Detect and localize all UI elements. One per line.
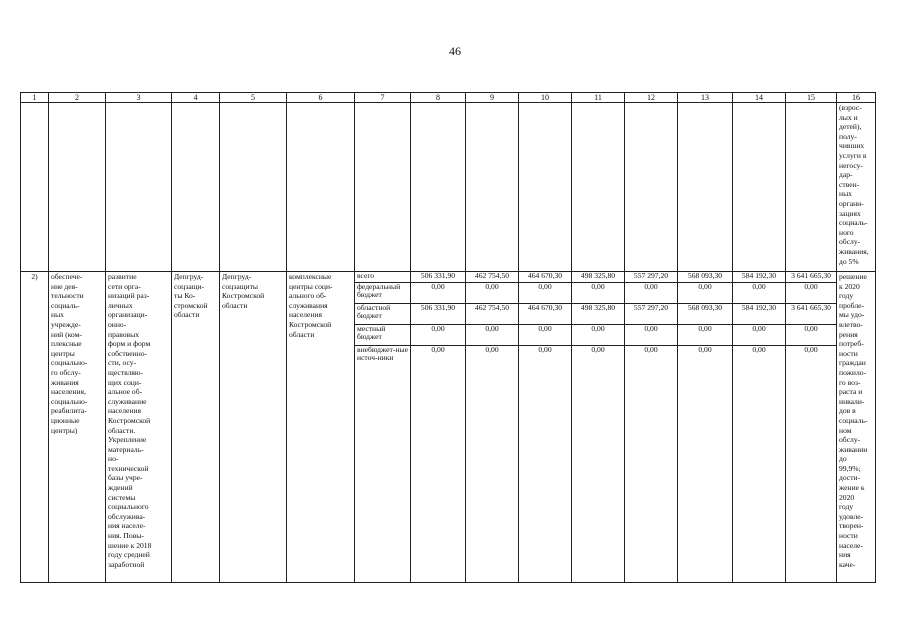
funding-source-label: областной бюджет bbox=[355, 304, 410, 325]
column-header-12: 12 bbox=[625, 93, 678, 103]
funding-col bbox=[786, 272, 837, 583]
column-header-7: 7 bbox=[355, 93, 411, 103]
funding-value: 0,00 bbox=[485, 346, 499, 354]
column-header-3: 3 bbox=[106, 93, 172, 103]
column-header-15: 15 bbox=[786, 93, 837, 103]
funding-value: 0,00 bbox=[644, 346, 658, 354]
funding-col bbox=[519, 272, 572, 583]
cell bbox=[172, 103, 220, 272]
funding-value: 0,00 bbox=[591, 346, 605, 354]
cell bbox=[106, 103, 172, 272]
header-row bbox=[21, 93, 876, 103]
funding-value: 506 331,90 bbox=[411, 304, 465, 325]
funding-value: 0,00 bbox=[572, 283, 624, 304]
column-header-4: 4 bbox=[172, 93, 220, 103]
funding-value: 0,00 bbox=[519, 325, 571, 346]
funding-value: 0,00 bbox=[786, 325, 836, 346]
funding-value: 0,00 bbox=[572, 325, 624, 346]
column-header-5: 5 bbox=[220, 93, 287, 103]
result-cell-continued: (взрос- лых и детей), полу- чивших услуги в негосу- дар- ствен- ных органи- зациях социаль- ного обслу- живания, до 5% bbox=[837, 103, 876, 272]
row-number: 2) bbox=[21, 272, 49, 583]
responsible-executor: Депгруд- соцзащи- ты Ко- стромской области bbox=[172, 272, 220, 583]
main-row bbox=[21, 272, 876, 583]
funding-value: 0,00 bbox=[466, 283, 518, 304]
funding-col bbox=[678, 272, 733, 583]
funding-value: 0,00 bbox=[411, 283, 465, 304]
funding-value: 0,00 bbox=[625, 283, 677, 304]
funding-value: 3 641 665,30 bbox=[786, 272, 836, 283]
cell bbox=[466, 103, 519, 272]
column-header-1: 1 bbox=[21, 93, 49, 103]
funding-col bbox=[572, 272, 625, 583]
funding-source-label: федеральный бюджет bbox=[355, 283, 410, 304]
funding-value: 464 670,30 bbox=[519, 304, 571, 325]
activity-name: обеспече- ние дея- тельности социаль- ных учрежде- ний (ком- плексные центры социально- го обслу- живания населения, социально- реабилита- ционные центры) bbox=[49, 272, 106, 583]
funding-col bbox=[733, 272, 786, 583]
cell bbox=[678, 103, 733, 272]
column-header-9: 9 bbox=[466, 93, 519, 103]
funding-value: 584 192,30 bbox=[733, 304, 785, 325]
funding-value: 0,00 bbox=[733, 283, 785, 304]
column-header-16: 16 bbox=[837, 93, 876, 103]
funding-source-label: всего bbox=[355, 272, 410, 283]
funding-value: 584 192,30 bbox=[733, 272, 785, 283]
cell bbox=[21, 103, 49, 272]
participants: комплексные центры соци- ального об- служивания населения Костромской области bbox=[287, 272, 355, 583]
cell bbox=[355, 103, 411, 272]
funding-value: 498 325,80 bbox=[572, 304, 624, 325]
cell bbox=[572, 103, 625, 272]
funding-value: 0,00 bbox=[538, 346, 552, 354]
funding-value: 568 093,30 bbox=[678, 272, 732, 283]
funding-col bbox=[466, 272, 519, 583]
column-header-6: 6 bbox=[287, 93, 355, 103]
funding-value: 462 754,50 bbox=[466, 304, 518, 325]
activity-description: развитие сети орга- низаций раз- личных организаци- онно- правовых форм и форм собственно- сти, осу- ществляю- щих соци- альное об- служивание населения Костромской области. Укрепление материаль- но- технической базы учре- ждений системы социального обслужива- ния населе- ния. Повы- шение к 2018 году средней заработной bbox=[106, 272, 172, 583]
cell bbox=[220, 103, 287, 272]
funding-value: 498 325,80 bbox=[572, 272, 624, 283]
cell bbox=[411, 103, 466, 272]
funding-value: 557 297,20 bbox=[625, 304, 677, 325]
page-number: 46 bbox=[449, 44, 461, 58]
column-header-2: 2 bbox=[49, 93, 106, 103]
continued-row bbox=[21, 103, 876, 272]
column-header-13: 13 bbox=[678, 93, 733, 103]
funding-value: 0,00 bbox=[431, 346, 445, 354]
funding-value: 3 641 665,30 bbox=[786, 304, 836, 325]
coexecutor: Депгруд- соцзащиты Костромской области bbox=[220, 272, 287, 583]
funding-value: 0,00 bbox=[678, 325, 732, 346]
expected-result: решение к 2020 году пробле- мы удо- влетво- рения потреб- ности граждан пожило- го воз- раста и инвали- дов в социаль- ном обслу- живании до 99,9%; дости- жение к 2020 году удовле- творен- ности населе- ния каче- bbox=[837, 272, 876, 583]
cell bbox=[786, 103, 837, 272]
cell bbox=[287, 103, 355, 272]
funding-value: 0,00 bbox=[752, 346, 766, 354]
program-table bbox=[20, 92, 876, 583]
column-header-8: 8 bbox=[411, 93, 466, 103]
funding-value: 0,00 bbox=[678, 283, 732, 304]
funding-value: 506 331,90 bbox=[411, 272, 465, 283]
funding-value: 462 754,50 bbox=[466, 272, 518, 283]
funding-value: 0,00 bbox=[698, 346, 712, 354]
funding-value: 0,00 bbox=[804, 346, 818, 354]
funding-value: 0,00 bbox=[466, 325, 518, 346]
cell bbox=[733, 103, 786, 272]
funding-value: 0,00 bbox=[519, 283, 571, 304]
funding-value: 0,00 bbox=[625, 325, 677, 346]
funding-value: 557 297,20 bbox=[625, 272, 677, 283]
cell bbox=[49, 103, 106, 272]
funding-source-label: внебюджет-ные источ-ники bbox=[357, 346, 408, 362]
funding-sources bbox=[355, 272, 411, 583]
cell bbox=[625, 103, 678, 272]
funding-value: 0,00 bbox=[411, 325, 465, 346]
funding-value: 464 670,30 bbox=[519, 272, 571, 283]
funding-value: 0,00 bbox=[733, 325, 785, 346]
column-header-11: 11 bbox=[572, 93, 625, 103]
funding-col bbox=[411, 272, 466, 583]
column-header-10: 10 bbox=[519, 93, 572, 103]
funding-value: 568 093,30 bbox=[678, 304, 732, 325]
funding-value: 0,00 bbox=[786, 283, 836, 304]
column-header-14: 14 bbox=[733, 93, 786, 103]
funding-source-label: местный бюджет bbox=[355, 325, 410, 346]
funding-col bbox=[625, 272, 678, 583]
cell bbox=[519, 103, 572, 272]
